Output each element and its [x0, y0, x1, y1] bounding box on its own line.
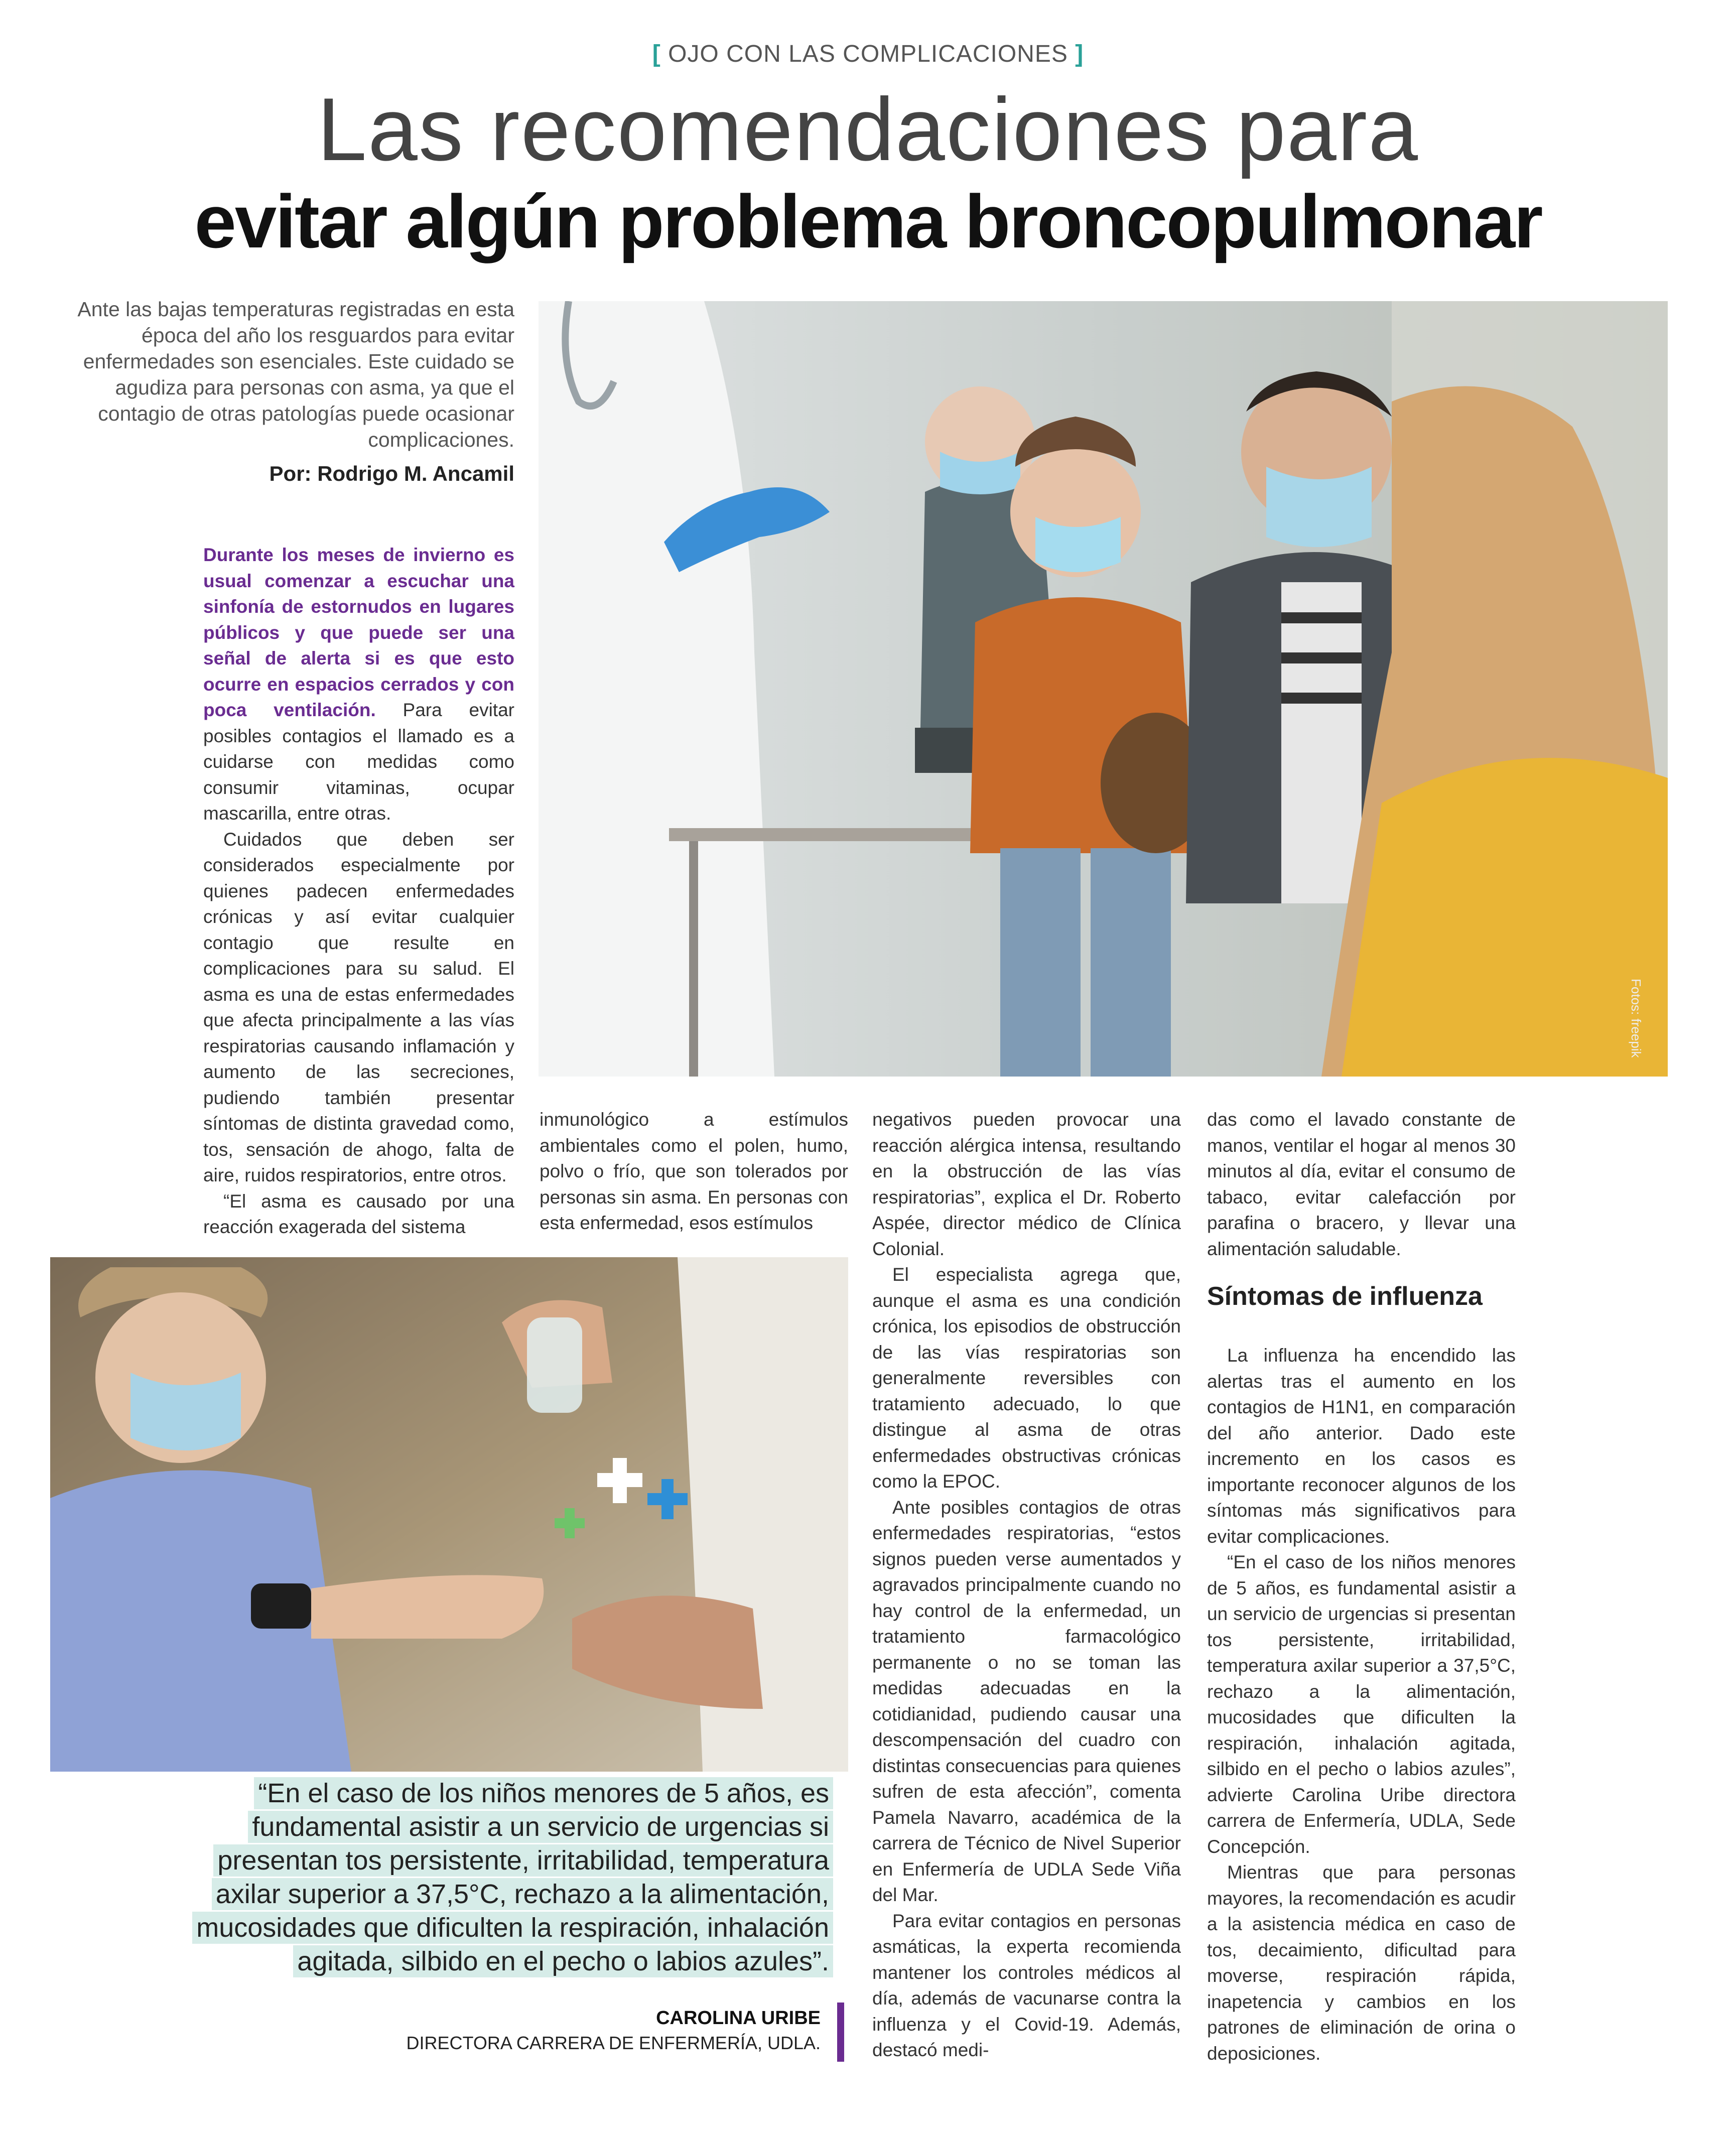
- body-paragraph-col3-4: Para evitar contagios en personas asmáticas, la experta recomienda mantener los controles médicos al día, además de vacunarse contra la influenza y el Covid-19. Además, destacó medi-: [872, 1910, 1181, 2060]
- pull-quote-line: axilar superior a 37,5°C, rechazo a la alimentación,: [212, 1878, 833, 1910]
- byline: Por: Rodrigo M. Ancamil: [269, 462, 514, 485]
- section-kicker: [0, 40, 1736, 68]
- section-kicker-text: OJO CON LAS COMPLICACIONES: [668, 41, 1068, 67]
- pull-quote-line: mucosidades que dificulten la respiración, inhalación: [192, 1912, 833, 1944]
- pull-quote-line: fundamental asistir a un servicio de urgencias si: [248, 1811, 833, 1843]
- family-masks-photo: [539, 301, 1668, 1077]
- lead-paragraph-rest: Para evitar posibles contagios el llamado es a cuidarse con medidas como consumir vitaminas, ocupar mascarilla, entre otras.: [203, 700, 514, 824]
- body-paragraph-col3-1: negativos pueden provocar una reacción alérgica intensa, resultando en la obstrucción de las vías respiratorias”, explica el Dr. Roberto Aspée, director médico de Clínica Colonial.: [872, 1109, 1181, 1259]
- pull-quote-line: agitada, silbido en el pecho o labios azules”.: [293, 1945, 833, 1977]
- subheading-influenza: Síntomas de influenza: [1207, 1282, 1483, 1311]
- body-paragraph-col4-2: La influenza ha encendido las alertas tras el aumento en los contagios de H1N1, en comparación del año anterior. Dado este incremento en los casos es importante reconocer algunos de los síntomas más significativos para evitar complicaciones.: [1207, 1345, 1516, 1547]
- body-paragraph-col2: inmunológico a estímulos ambientales como el polen, humo, polvo o frío, que son tolerados por personas sin asma. En personas con esta enfermedad, esos estímulos: [540, 1109, 848, 1233]
- headline-line-2: evitar algún problema broncopulmonar: [194, 179, 1542, 263]
- body-paragraph-col3-3: Ante posibles contagios de otras enfermedades respiratorias, “estos signos pueden verse aumentados y agravados principalmente cuando no hay control de la enfermedad, un tratamiento farmacológico permanente o no se toman las medidas adecuadas en la cotidianidad, pudiendo causar una descompensación del cuadro con distintas consecuencias para quienes sufren de esta afección”, comenta Pamela Navarro, académica de la carrera de Técnico de Nivel Superior en Enfermería de UDLA Sede Viña del Mar.: [872, 1497, 1181, 1905]
- body-paragraph-col4-3: “En el caso de los niños menores de 5 años, es fundamental asistir a un servicio de urgencias si presentan tos persistente, irritabilidad, temperatura axilar superior a 37,5°C, rechazo a la alimentación, mucosidades que dificulten la respiración, inhalación agitada, silbido en el pecho o labios azules”, advierte Carolina Uribe directora carrera de Enfermería, UDLA, Sede Concepción.: [1207, 1552, 1516, 1857]
- body-paragraph-1: [203, 542, 514, 827]
- bracket-open: [: [652, 41, 661, 67]
- body-column-2: [540, 1107, 848, 1236]
- pull-quote-accent-bar: [837, 2002, 844, 2062]
- bracket-close: ]: [1075, 41, 1084, 67]
- hand-sanitizer-photo: [50, 1257, 848, 1772]
- body-paragraph-col4-4: Mientras que para personas mayores, la recomendación es acudir a la asistencia médica en caso de tos, decaimiento, dificultad para moverse, respiración rápida, inapetencia y cambios en los patrones de eliminación de orina o deposiciones.: [1207, 1862, 1516, 2064]
- photo-credit: Fotos: freepik: [1629, 979, 1644, 1058]
- body-paragraph-col3-2: El especialista agrega que, aunque el asma es una condición crónica, los episodios de obstrucción de las vías respiratorias son generalmente reversibles con tratamiento adecuado, lo que distingue al asma de otras enfermedades obstructivas crónicas como la EPOC.: [872, 1264, 1181, 1492]
- pull-quote-attribution-name: CAROLINA URIBE: [656, 2008, 821, 2029]
- pull-quote: [171, 1777, 833, 1978]
- body-paragraph-2: Cuidados que deben ser considerados especialmente por quienes padecen enfermedades crónicas y así evitar cualquier contagio que resulte en complicaciones para su salud. El asma es una de estas enfermedades que afecta principalmente a las vías respiratorias causando inflamación y aumento de las secreciones, pudiendo también presentar síntomas de distinta gravedad como, tos, sensación de ahogo, falta de aire, ruidos respiratorios, entre otros.: [203, 829, 514, 1185]
- headline-line-1: Las recomendaciones para: [317, 79, 1419, 179]
- body-paragraph-col4-1: das como el lavado constante de manos, ventilar el hogar al menos 30 minutos al día, evitar el consumo de tabaco, evitar calefacción por parafina o bracero, y llevar una alimentación saludable.: [1207, 1109, 1516, 1259]
- pull-quote-line: “En el caso de los niños menores de 5 años, es: [254, 1777, 833, 1809]
- lead-paragraph: Durante los meses de invierno es usual comenzar a escuchar una sinfonía de estornudos en lugares públicos y que puede ser una señal de alerta si es que esto ocurre en espacios cerrados y con poca ventilación.: [203, 545, 514, 720]
- article-dek: Ante las bajas temperaturas registradas en esta época del año los resguardos para evitar enfermedades son esenciales. Este cuidado se agudiza para personas con asma, ya que el contagio de otras patologías puede ocasionar complicaciones.: [77, 298, 514, 451]
- body-column-1: [203, 542, 514, 1240]
- pull-quote-attribution-role: DIRECTORA CARRERA DE ENFERMERÍA, UDLA.: [406, 2033, 821, 2053]
- body-column-4-continued: [1207, 1343, 1516, 2066]
- body-column-3: [872, 1107, 1181, 2063]
- pull-quote-line: presentan tos persistente, irritabilidad, temperatura: [213, 1844, 833, 1877]
- body-column-4: [1207, 1107, 1516, 1262]
- body-paragraph-3: “El asma es causado por una reacción exagerada del sistema: [203, 1190, 514, 1237]
